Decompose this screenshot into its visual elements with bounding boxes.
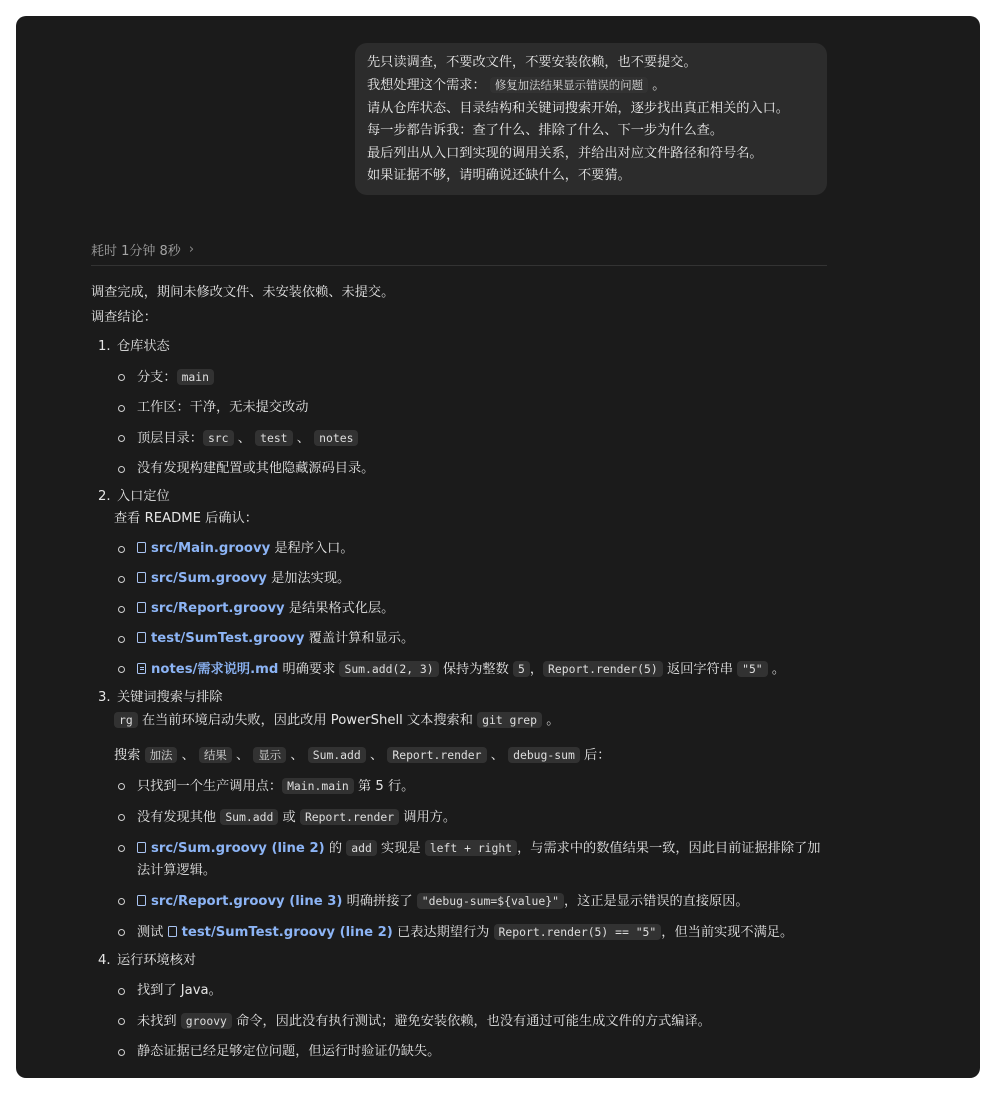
file-link[interactable] xyxy=(137,631,304,646)
section-title-text: 运行环境核对 xyxy=(117,953,197,968)
text-span: 、 xyxy=(296,431,310,446)
file-link-label: notes/需求说明.md xyxy=(151,662,279,677)
list-number: 3. xyxy=(98,690,111,705)
list-item xyxy=(91,598,831,620)
user-message-line: 先只读调查，不要改文件，不要安装依赖，也不要提交。 xyxy=(367,55,697,70)
file-link-label: test/SumTest.groovy xyxy=(151,631,305,646)
text-span: ，与需求中的数值结果一致，因此目前证据排除了加法计算逻辑。 xyxy=(137,841,821,878)
inline-code: left + right xyxy=(425,840,517,856)
user-message-line xyxy=(367,74,815,97)
text-span: 、 xyxy=(237,431,251,446)
text-span: 、 xyxy=(235,748,250,763)
inline-code: git grep xyxy=(477,712,542,728)
file-link-label: src/Sum.groovy (line 2) xyxy=(151,841,325,856)
text-span: ， xyxy=(529,662,544,677)
assistant-answer xyxy=(91,280,831,1063)
section-title xyxy=(91,687,831,709)
section-title xyxy=(91,950,831,972)
inline-code: 显示 xyxy=(253,747,286,763)
list-item xyxy=(91,806,831,829)
inline-code: "debug-sum=${value}" xyxy=(417,893,564,909)
user-message-line: 如果证据不够，请明确说还缺什么，不要猜。 xyxy=(367,168,631,184)
list-item xyxy=(91,837,831,882)
answer-conclusion-heading: 调查结论： xyxy=(91,310,157,325)
file-link[interactable] xyxy=(137,894,342,909)
text-span: 。 xyxy=(771,662,786,677)
section-title-text: 关键词搜索与排除 xyxy=(117,690,223,705)
inline-code: debug-sum xyxy=(508,747,580,763)
inline-code: Sum.add(2, 3) xyxy=(339,661,438,677)
inline-code: Report.render(5) == "5" xyxy=(494,924,662,940)
list-item xyxy=(91,366,831,389)
text-span: ，这正是显示错误的直接原因。 xyxy=(563,894,749,909)
inline-code: 结果 xyxy=(199,747,232,763)
inline-code: "5" xyxy=(737,661,768,677)
inline-code: Main.main xyxy=(282,778,354,794)
text-span: 分支： xyxy=(137,370,177,385)
section-keyword-search xyxy=(91,687,831,944)
list-item xyxy=(91,568,831,590)
text-span: 测试 xyxy=(137,925,164,940)
file-link[interactable] xyxy=(137,841,325,856)
text-span: 调用方。 xyxy=(403,810,457,825)
list-item: 没有发现构建配置或其他隐藏源码目录。 xyxy=(91,458,831,480)
list-item xyxy=(91,628,831,650)
text-span: 我想处理这个需求： xyxy=(367,78,486,94)
section-subtext xyxy=(91,709,831,732)
inline-code: notes xyxy=(314,430,358,446)
answer-intro: 调查完成，期间未修改文件、未安装依赖、未提交。 xyxy=(91,285,395,300)
chat-window xyxy=(16,16,980,1078)
text-span: 搜索 xyxy=(114,748,141,763)
chevron-right-icon: › xyxy=(188,242,195,257)
section-runtime-check xyxy=(91,950,831,1063)
text-span: 是结果格式化层。 xyxy=(288,601,395,616)
file-link[interactable] xyxy=(137,571,267,586)
text-span: 覆盖计算和显示。 xyxy=(308,631,415,646)
text-span: 、 xyxy=(290,748,304,763)
text-span: 没有发现其他 xyxy=(137,810,217,825)
section-title-text: 入口定位 xyxy=(117,489,170,504)
text-span: 返回字符串 xyxy=(666,662,733,677)
section-repo-status xyxy=(91,336,831,480)
text-span: 只找到一个生产调用点： xyxy=(137,779,283,794)
text-span: 命令，因此没有执行测试；避免安装依赖，也没有通过可能生成文件的方式编译。 xyxy=(236,1014,711,1029)
file-link-label: src/Sum.groovy xyxy=(151,571,267,586)
file-link[interactable] xyxy=(137,601,285,616)
text-span: 保持为整数 xyxy=(442,662,509,677)
list-number: 4. xyxy=(98,953,111,968)
text-span: 顶层目录： xyxy=(137,431,203,446)
file-icon xyxy=(137,632,146,643)
text-span: 未找到 xyxy=(137,1014,177,1029)
user-message-line: 每一步都告诉我：查了什么、排除了什么、下一步为什么查。 xyxy=(367,123,724,139)
list-item: 找到了 Java。 xyxy=(91,980,831,1002)
elapsed-time-toggle[interactable] xyxy=(91,240,194,259)
inline-code: test xyxy=(255,430,292,446)
divider xyxy=(91,265,827,266)
list-item xyxy=(91,890,831,913)
inline-code: Sum.add xyxy=(220,809,278,825)
text-span: 明确要求 xyxy=(282,662,336,677)
inline-code: rg xyxy=(114,712,138,728)
list-item xyxy=(91,538,831,560)
elapsed-time-label: 耗时 1分钟 8秒 xyxy=(91,244,181,259)
markdown-file-icon xyxy=(137,663,146,674)
text-span: 第 5 行。 xyxy=(358,779,415,794)
text-span: 是加法实现。 xyxy=(271,571,351,586)
list-number: 1. xyxy=(98,339,111,354)
file-link[interactable] xyxy=(137,541,270,556)
user-message-line: 请从仓库状态、目录结构和关键词搜索开始，逐步找出真正相关的入口。 xyxy=(367,100,789,116)
file-link[interactable] xyxy=(168,925,393,940)
list-item: 静态证据已经足够定位问题，但运行时验证仍缺失。 xyxy=(91,1041,831,1063)
file-icon xyxy=(137,572,146,583)
inline-code: 5 xyxy=(513,661,530,677)
section-subtext: 查看 README 后确认： xyxy=(114,511,258,526)
file-link-label: test/SumTest.groovy (line 2) xyxy=(181,925,393,940)
list-item xyxy=(91,427,831,450)
section-title xyxy=(91,486,831,508)
text-span: 或 xyxy=(282,810,296,825)
text-span: 在当前环境启动失败，因此改用 PowerShell 文本搜索和 xyxy=(141,713,473,728)
file-link-label: src/Main.groovy xyxy=(151,541,271,556)
inline-code: 加法 xyxy=(145,747,178,763)
inline-code: groovy xyxy=(181,1013,232,1029)
text-span: 、 xyxy=(181,748,195,763)
file-icon xyxy=(137,842,146,853)
text-span: 明确拼接了 xyxy=(346,894,413,909)
text-span: 后： xyxy=(584,748,611,763)
text-span: 、 xyxy=(490,748,504,763)
text-span: 、 xyxy=(369,748,384,763)
file-icon xyxy=(137,895,146,906)
text-span: 。 xyxy=(652,78,666,94)
file-link-label: src/Report.groovy (line 3) xyxy=(151,894,343,909)
file-icon xyxy=(168,926,177,937)
text-span: 。 xyxy=(546,713,560,728)
file-icon xyxy=(137,542,146,553)
text-span: 实现是 xyxy=(381,841,421,856)
list-item xyxy=(91,1010,831,1033)
list-number: 2. xyxy=(98,489,111,504)
text-span: 是程序入口。 xyxy=(274,541,354,556)
file-icon xyxy=(137,602,146,613)
list-item xyxy=(91,921,831,944)
list-item xyxy=(91,658,831,681)
file-link[interactable] xyxy=(137,662,278,677)
inline-code: Report.render(5) xyxy=(543,661,663,677)
inline-code: src xyxy=(203,430,234,446)
text-span: ，但当前实现不满足。 xyxy=(661,925,794,940)
inline-code: add xyxy=(346,840,377,856)
inline-code: main xyxy=(177,369,214,385)
text-span: 的 xyxy=(328,841,343,856)
section-title xyxy=(91,336,831,358)
section-entry-location xyxy=(91,486,831,681)
text-span: 已表达期望行为 xyxy=(397,925,490,940)
search-terms-line xyxy=(91,744,831,767)
user-message-bubble xyxy=(355,43,827,195)
list-item xyxy=(91,775,831,798)
user-message-line: 最后列出从入口到实现的调用关系，并给出对应文件路径和符号名。 xyxy=(367,145,763,161)
section-title-text: 仓库状态 xyxy=(117,339,170,354)
file-link-label: src/Report.groovy xyxy=(151,601,285,616)
inline-code: Report.render xyxy=(387,747,486,763)
inline-code: Sum.add xyxy=(308,747,366,763)
list-item: 工作区：干净，无未提交改动 xyxy=(91,397,831,419)
inline-code: Report.render xyxy=(300,809,399,825)
inline-code: 修复加法结果显示错误的问题 xyxy=(490,77,648,93)
